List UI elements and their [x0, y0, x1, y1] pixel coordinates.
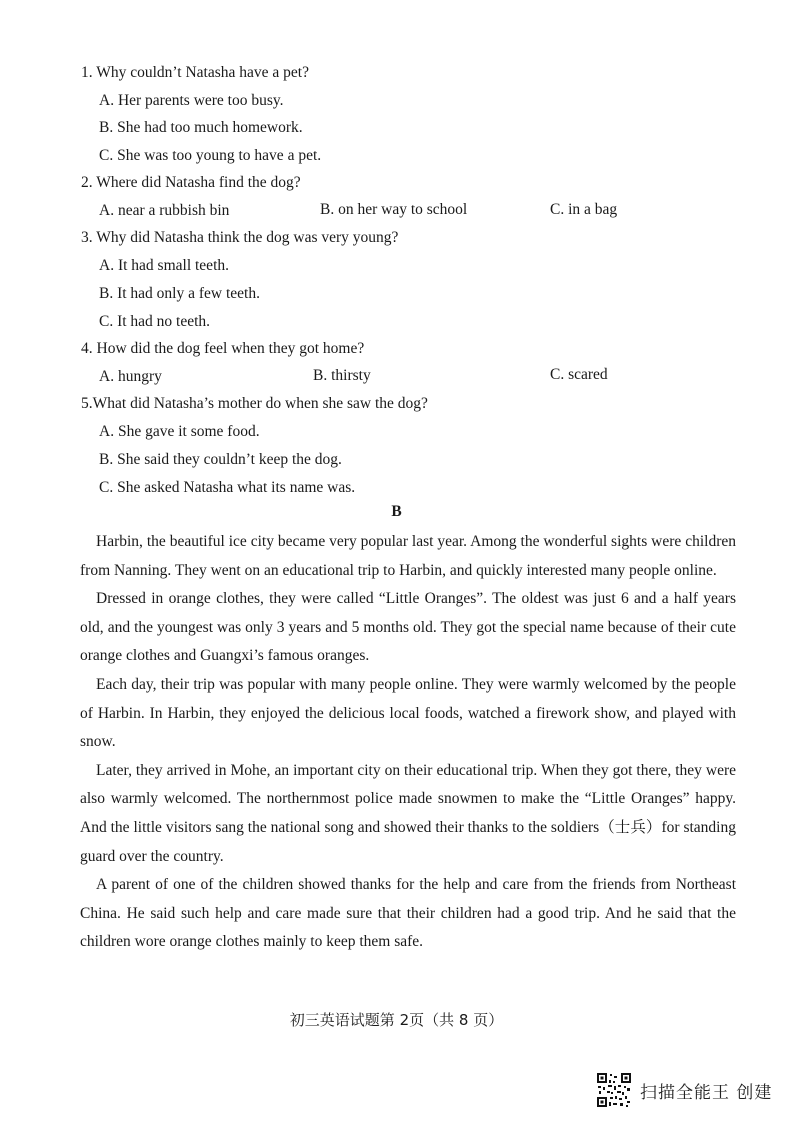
- passage-paragraph-4: Later, they arrived in Mohe, an important city on their educational trip. When they got there, they were also warmly welcomed. The northernmost police made snowmen to make the “Little Oranges” happy. And the little visitors sang the national song and showed their thanks to the soldiers（士兵）for standing guard over the country.: [80, 761, 736, 865]
- question-3-stem: 3. Why did Natasha think the dog was very young?: [81, 229, 399, 246]
- question-1-option-a: A. Her parents were too busy.: [99, 92, 284, 109]
- passage-paragraph-1: Harbin, the beautiful ice city became very popular last year. Among the wonderful sights were children from Nanning. They went on an educational trip to Harbin, and quickly interested many people online.: [80, 533, 736, 579]
- question-1-stem: 1. Why couldn’t Natasha have a pet?: [81, 64, 309, 81]
- question-5-option-b: B. She said they couldn’t keep the dog.: [99, 451, 342, 468]
- question-2-option-c: C. in a bag: [550, 201, 618, 218]
- watermark-text: 扫描全能王 创建: [640, 1082, 773, 1103]
- question-2-stem: 2. Where did Natasha find the dog?: [81, 174, 301, 191]
- question-2-option-a: A. near a rubbish bin: [99, 202, 230, 219]
- question-3-option-c: C. It had no teeth.: [99, 313, 211, 330]
- question-1-option-c: C. She was too young to have a pet.: [99, 147, 322, 164]
- question-3-option-b: B. It had only a few teeth.: [99, 285, 260, 302]
- question-2-option-b: B. on her way to school: [320, 201, 468, 218]
- question-4-stem: 4. How did the dog feel when they got home?: [81, 340, 365, 357]
- page-footer: 初三英语试题第 2页（共 8 页）: [289, 1011, 504, 1029]
- question-5-option-c: C. She asked Natasha what its name was.: [99, 479, 356, 496]
- section-b-passage: [80, 528, 736, 957]
- question-4-option-c: C. scared: [550, 366, 608, 383]
- question-5-stem: 5.What did Natasha’s mother do when she saw the dog?: [81, 395, 428, 412]
- passage-paragraph-3: Each day, their trip was popular with many people online. They were warmly welcomed by the people of Harbin. In Harbin, they enjoyed the delicious local foods, watched a firework show, and played with snow.: [80, 675, 736, 751]
- question-1-option-b: B. She had too much homework.: [99, 119, 303, 136]
- question-3-option-a: A. It had small teeth.: [99, 257, 229, 274]
- passage-paragraph-2: Dressed in orange clothes, they were called “Little Oranges”. The oldest was just 6 and a half years old, and the youngest was only 3 years and 5 months old. They got the special name because of their cute orange clothes and Guangxi’s famous oranges.: [80, 590, 736, 665]
- question-4-option-b: B. thirsty: [313, 367, 371, 384]
- passage-paragraph-5: A parent of one of the children showed thanks for the help and care from the friends from Northeast China. He said such help and care made sure that their children had a good trip. And he said that the children wore orange clothes mainly to keep them safe.: [80, 876, 736, 951]
- scanner-watermark: [596, 1072, 772, 1108]
- question-5-option-a: A. She gave it some food.: [99, 423, 260, 440]
- question-4-option-a: A. hungry: [99, 368, 162, 385]
- section-b-title: B: [391, 503, 402, 520]
- qr-code-icon: [596, 1072, 632, 1108]
